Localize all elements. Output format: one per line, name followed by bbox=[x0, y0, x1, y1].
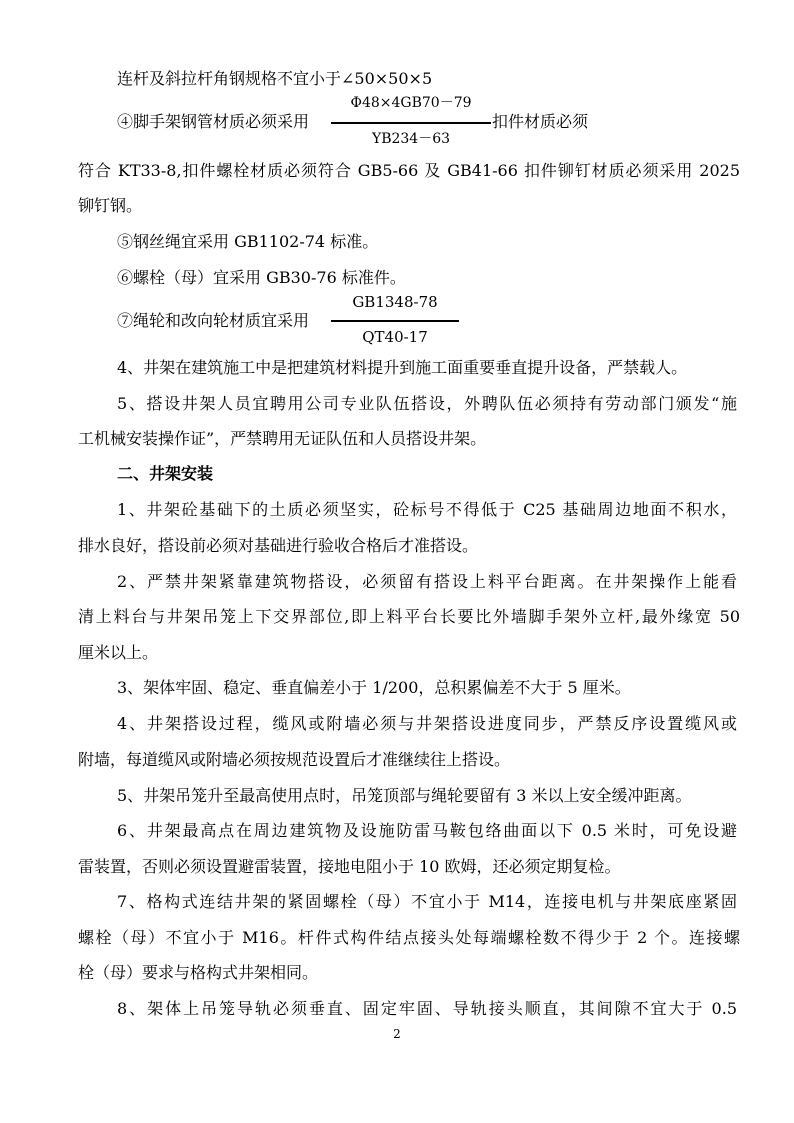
text-line: 4、井架搭设过程，缆风或附墙必须与井架搭设进度同步，严禁反序设置缆风或 bbox=[117, 714, 737, 733]
text-line: ⑤钢丝绳宜采用 GB1102-74 标准。 bbox=[117, 232, 379, 251]
fraction-denominator: QT40-17 bbox=[362, 328, 428, 346]
text-line: 清上料台与井架吊笼上下交界部位,即上料平台长要比外墙脚手架外立杆,最外缘宽 50 bbox=[78, 607, 740, 626]
text-line: 1、井架砼基础下的土质必须坚实，砼标号不得低于 C25 基础周边地面不积水， bbox=[117, 500, 737, 519]
text-line: ⑦绳轮和改向轮材质宜采用 bbox=[117, 311, 310, 330]
fraction-bar bbox=[331, 320, 459, 322]
text-line: 6、井架最高点在周边建筑物及设施防雷马鞍包络曲面以下 0.5 米时，可免设避 bbox=[117, 821, 737, 840]
fraction-numerator: Φ48×4GB70－79 bbox=[350, 95, 472, 111]
text-line: 5、井架吊笼升至最高使用点时，吊笼顶部与绳轮要留有 3 米以上安全缓冲距离。 bbox=[117, 786, 692, 805]
text-line: ④脚手架钢管材质必须采用 bbox=[117, 112, 310, 131]
text-line: 螺栓（母）不宜小于 M16。杆件式构件结点接头处每端螺栓数不得少于 2 个。连接螺 bbox=[78, 928, 740, 947]
text-line: 附墙，每道缆风或附墙必须按规范设置后才准继续往上搭设。 bbox=[78, 750, 511, 769]
text-line: 3、架体牢固、稳定、垂直偏差小于 1/200，总积累偏差不大于 5 厘米。 bbox=[117, 678, 631, 697]
section-heading: 二、井架安装 bbox=[117, 464, 214, 483]
text-line: 厘米以上。 bbox=[78, 643, 159, 662]
fraction-bar bbox=[331, 122, 491, 124]
text-line: 铆钉钢。 bbox=[78, 196, 143, 215]
text-line: 5、搭设井架人员宜聘用公司专业队伍搭设，外聘队伍必须持有劳动部门颁发“施 bbox=[117, 394, 737, 413]
text-line: 4、井架在建筑施工中是把建筑材料提升到施工面重要垂直提升设备，严禁载人。 bbox=[117, 358, 688, 377]
fraction-numerator: GB1348-78 bbox=[352, 293, 438, 311]
text-line: 扣件材质必须 bbox=[492, 112, 589, 131]
text-line: 连杆及斜拉杆角钢规格不宜小于∠50×50×5 bbox=[117, 69, 433, 88]
page-number: 2 bbox=[393, 1027, 401, 1041]
text-line: 8、架体上吊笼导轨必须垂直、固定牢固、导轨接头顺直，其间隙不宜大于 0.5 bbox=[117, 999, 737, 1018]
text-line: 雷装置，否则必须设置避雷装置，接地电阻小于 10 欧姆，还必须定期复检。 bbox=[78, 857, 621, 876]
text-line: 工机械安装操作证”，严禁聘用无证队伍和人员搭设井架。 bbox=[78, 429, 487, 448]
fraction-denominator: YB234－63 bbox=[371, 131, 451, 147]
text-line: 栓（母）要求与格构式井架相同。 bbox=[78, 963, 319, 982]
text-line: 排水良好，搭设前必须对基础进行验收合格后才准搭设。 bbox=[78, 536, 479, 555]
text-line: 2、严禁井架紧靠建筑物搭设，必须留有搭设上料平台距离。在井架操作上能看 bbox=[117, 572, 737, 591]
text-line: ⑥螺栓（母）宜采用 GB30-76 标准件。 bbox=[117, 268, 406, 287]
text-line: 7、格构式连结井架的紧固螺栓（母）不宜小于 M14，连接电机与井架底座紧固 bbox=[117, 892, 737, 911]
text-line: 符合 KT33-8,扣件螺栓材质必须符合 GB5-66 及 GB41-66 扣件铆钉材质必须采用 2025 bbox=[78, 161, 740, 180]
